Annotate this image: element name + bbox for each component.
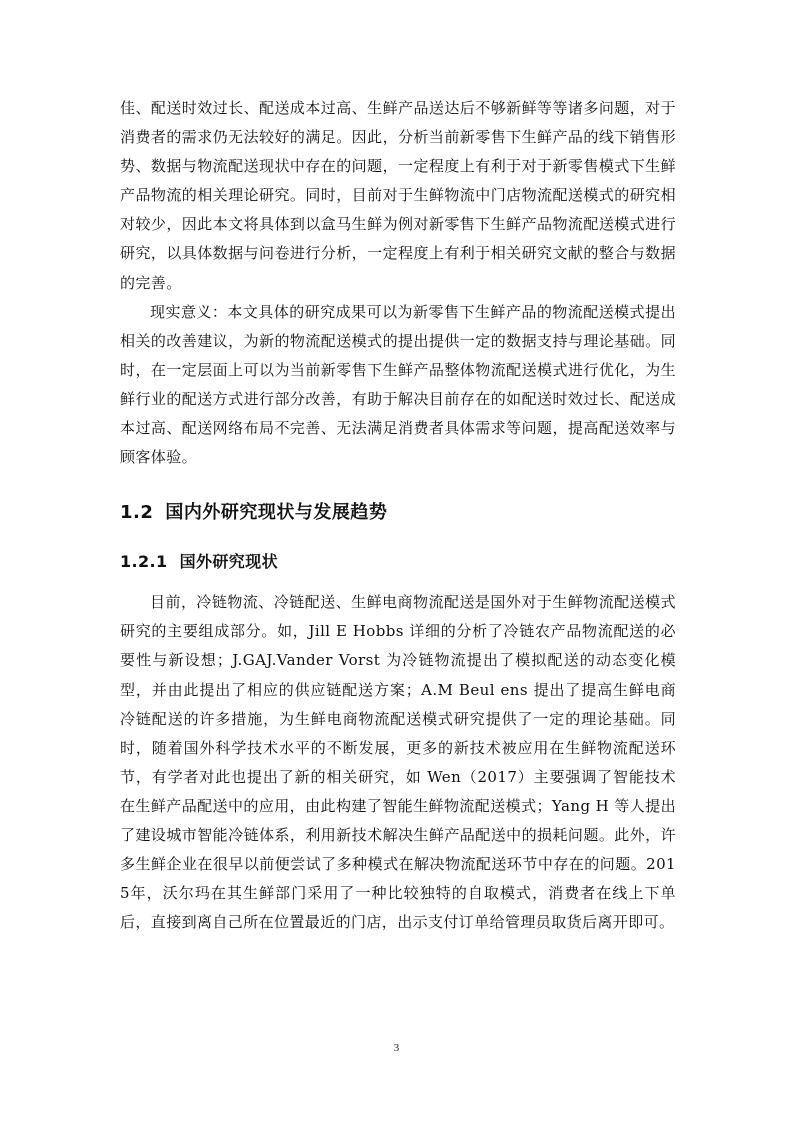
subsection-number: 1.2.1 — [120, 552, 168, 572]
body-paragraph: 目前，冷链物流、冷链配送、生鲜电商物流配送是国外对于生鲜物流配送模式研究的主要组成部分。如，Jill E Hobbs 详细的分析了冷链农产品物流配送的必要性与新设想；J.GAJ.Vander Vorst 为冷链物流提出了模拟配送的动态变化模型，并由此提出了相应的供应链配送方案；A.M Beul ens 提出了提高生鲜电商冷链配送的许多措施，为生鲜电商物流配送模式研究提供了一定的理论基础。同时，随着国外科学技术水平的不断发展，更多的新技术被应用在生鲜物流配送环节，有学者对此也提出了新的相关研究，如 Wen（2017）主要强调了智能技术在生鲜产品配送中的应用，由此构建了智能生鲜物流配送模式；Yang H 等人提出了建设城市智能冷链体系，利用新技术解决生鲜产品配送中的损耗问题。此外，许多生鲜企业在很早以前便尝试了多种模式在解决物流配送环节中存在的问题。2015年，沃尔玛在其生鲜部门采用了一种比较独特的自取模式，消费者在线上下单后，直接到离自己所在位置最近的门店，出示支付订单给管理员取货后离开即可。 — [120, 593, 676, 932]
subsection-title: 国外研究现状 — [179, 552, 278, 572]
page-number: 3 — [393, 1042, 400, 1054]
body-paragraph: 佳、配送时效过长、配送成本过高、生鲜产品送达后不够新鲜等等诸多问题，对于消费者的需求仍无法较好的满足。因此，分析当前新零售下生鲜产品的线下销售形势、数据与物流配送现状中存在的问题，一定程度上有利于对于新零售模式下生鲜产品物流的相关理论研究。同时，目前对于生鲜物流中门店物流配送模式的研究相对较少，因此本文将具体到以盒马生鲜为例对新零售下生鲜产品物流配送模式进行研究，以具体数据与问卷进行分析，一定程度上有利于相关研究文献的整合与数据的完善。 — [120, 99, 676, 292]
section-title: 国内外研究现状与发展趋势 — [165, 502, 388, 524]
section-heading — [120, 498, 676, 528]
subsection-heading — [120, 548, 676, 576]
page-body — [120, 94, 676, 937]
body-paragraph: 现实意义：本文具体的研究成果可以为新零售下生鲜产品的物流配送模式提出相关的改善建议，为新的物流配送模式的提出提供一定的数据支持与理论基础。同时，在一定层面上可以为当前新零售下生鲜产品整体物流配送模式进行优化，为生鲜行业的配送方式进行部分改善，有助于解决目前存在的如配送时效过长、配送成本过高、配送网络布局不完善、无法满足消费者具体需求等问题，提高配送效率与顾客体验。 — [120, 302, 676, 467]
section-number: 1.2 — [120, 502, 154, 524]
